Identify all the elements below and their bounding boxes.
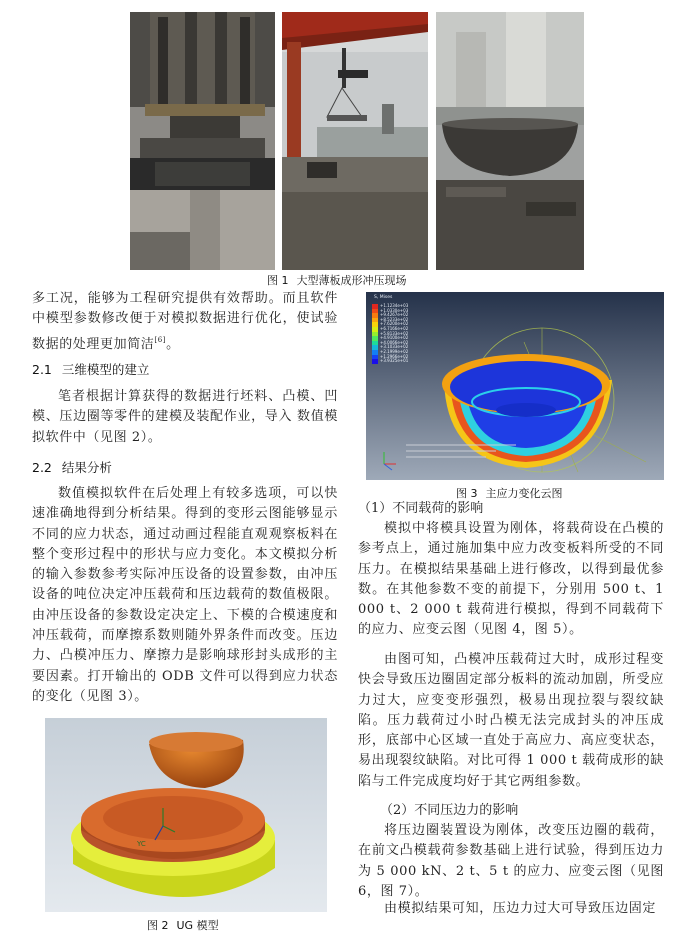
figure-2-number: 图 2	[147, 919, 169, 932]
paragraph-blank-holder-simulation: 将压边圈装置设为刚体，改变压边圈的载荷，在前文凸模载荷参数基础上进行试验，得到压边力为 5 000 kN、2 t、5 t 的应力、应变云图（见图 6，图 7）。	[358, 823, 664, 899]
axis-label-yc: YC	[137, 840, 146, 848]
legend-swatch	[372, 359, 378, 364]
figure-1-caption	[267, 272, 407, 288]
section-number: 2.1	[32, 362, 52, 377]
paragraph-software-benefit: 多工况，能够为工程研究提供有效帮助。而且软件中模型参数修改便于对模拟数据进行优化，使试验数据的处理更加简洁[6]。	[32, 291, 338, 352]
section-heading-2-2	[32, 458, 112, 476]
figure-3-stress-contour-image	[366, 292, 664, 480]
subheading-load-effect: （1）不同载荷的影响	[358, 501, 484, 516]
paragraph-3d-model: 笔者根据计算获得的数据进行坯料、凸模、凹模、压边圈等零件的建模及装配作业，导入 数值模拟软件中（见图 2）。	[32, 389, 338, 445]
paragraph-result-analysis: 数值模拟软件在后处理上有较多选项，可以快速准确地得到分析结果。得到的变形云图能够显示不同的应力状态，通过动画过程能直观观察板料在整个变形过程中的形状与应力变化。本文模拟分析的输入参数参考实际冲压设备的设置参数，由冲压设备的吨位决定冲压载荷和压边载荷的数值极限。由冲压设备的参数设定决定上、下模的合模速度和冲压载荷，而摩擦系数则随外界条件而改变。压边力、凸模冲压力、摩擦力是影响球形封头成形的主要因素。打开输出的 ODB 文件可以得到应力状态的变化（见图 3）。	[32, 486, 338, 704]
section-heading-2-1	[32, 360, 149, 378]
legend-value: +5.8133e+02	[380, 330, 409, 336]
figure-2-caption	[147, 917, 219, 933]
legend-value: +4.0066e+02	[380, 339, 409, 345]
figure-1-number: 图 1	[267, 274, 289, 287]
photo-formed-dish-head	[436, 12, 584, 270]
figure-2-ug-model-image	[45, 718, 327, 912]
section-title: 结果分析	[61, 460, 112, 475]
figure-3-number: 图 3	[456, 487, 478, 500]
legend-value: +4.9100e+02	[380, 335, 409, 341]
paragraph-blank-holder-conclusion: 由模拟结果可知，压边力过大可导致压边固定	[384, 901, 657, 916]
legend-value: +1.0330e+03	[380, 307, 409, 313]
paragraph-load-conclusion: 由图可知，凸模冲压载荷过大时，成形过程变快会导致压边圈固定部分板料的流动加剧，所受应力过大，应变变形强烈，极易出现拉裂与裂纹缺陷。压力载荷过小时凸模无法完成封头的冲压成形，底部中心区域一直处于高应力、高应变状态，易出现裂纹缺陷。对比可得 1 000 t 载荷成形的缺陷与工件完成度均好于其它两组参数。	[358, 652, 664, 789]
legend-value: +7.6200e+02	[380, 321, 409, 327]
figure-1-title: 大型薄板成形冲压现场	[296, 274, 407, 287]
stress-legend	[372, 304, 408, 364]
subheading-blank-holder-effect: （2）不同压边力的影响	[380, 803, 519, 818]
legend-value: +3.9325e+01	[380, 358, 409, 364]
figure-3-title: 主应力变化云图	[485, 487, 563, 500]
section-number: 2.2	[32, 460, 52, 475]
photo-crane-lifting	[282, 12, 428, 270]
figure-2-title: UG 模型	[176, 919, 219, 932]
legend-value: +1.1234e+03	[380, 303, 409, 308]
legend-value: +3.1033e+02	[380, 344, 409, 350]
legend-value: +6.7166e+02	[380, 325, 409, 331]
legend-value: +9.4267e+02	[380, 312, 409, 318]
legend-value: +8.5233e+02	[380, 316, 409, 322]
legend-value: +1.2966e+02	[380, 353, 409, 359]
section-title: 三维模型的建立	[61, 362, 150, 377]
legend-entry	[372, 359, 408, 364]
citation-ref: [6]	[154, 335, 167, 344]
paragraph-load-simulation: 模拟中将模具设置为刚体，将载荷设在凸模的参考点上，通过施加集中应力改变板料所受的不同压力。在模拟结果基础上进行修改，以得到最优参数。在其他参数不变的前提下，分别用 500 t、1 000 t、2 000 t 载荷进行模拟，得到不同载荷下的应力、应变云图（见图 4，图 5）。	[358, 521, 664, 638]
photo-press-machine	[130, 12, 275, 270]
legend-title: S, Mises	[374, 295, 393, 300]
legend-value: +2.1999e+02	[380, 348, 409, 354]
